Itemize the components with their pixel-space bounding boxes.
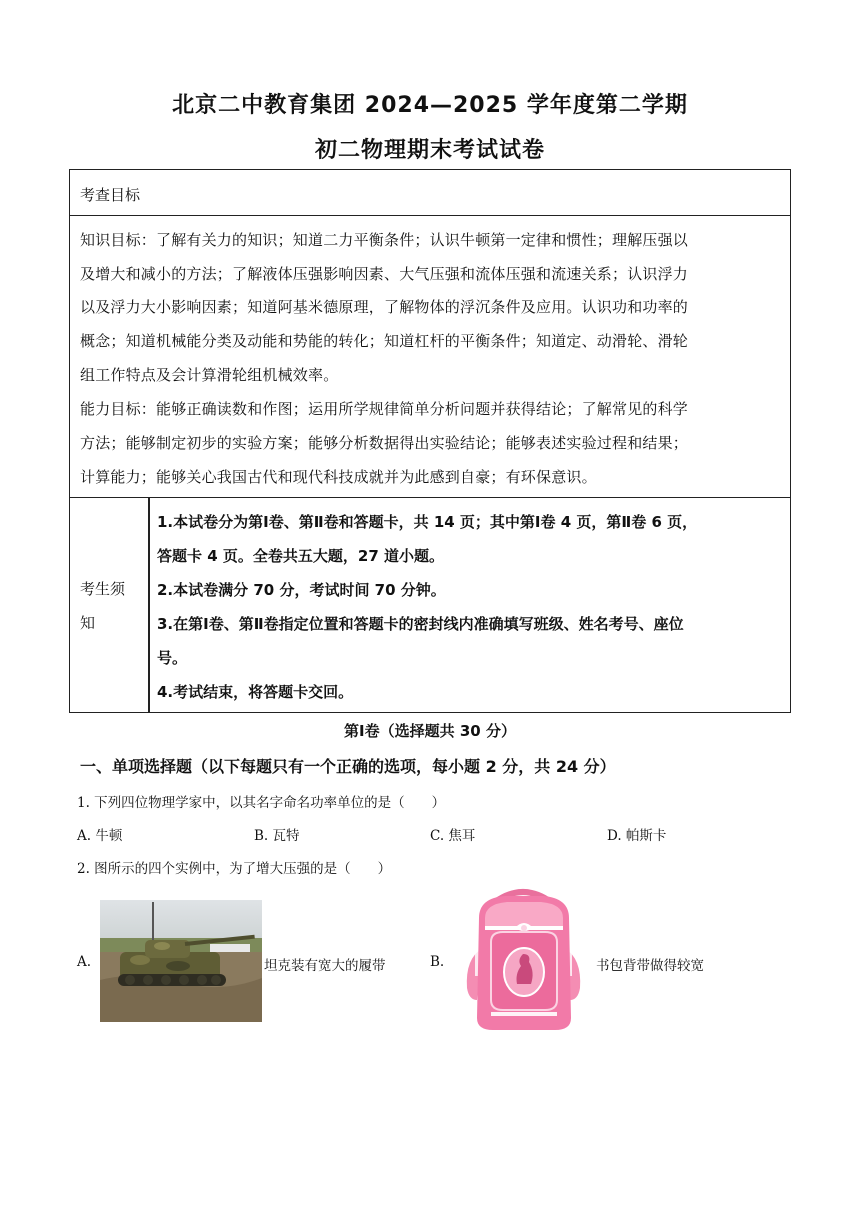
objective-line: 计算能力；能够关心我国古代和现代科技成就并为此感到自豪；有环保意识。	[80, 468, 597, 486]
exam-title-line2: 初二物理期末考试试卷	[314, 138, 545, 163]
objectives-body-cell	[69, 215, 791, 498]
question-1-stem: 1. 下列四位物理学家中，以其名字命名功率单位的是（ ）	[77, 795, 446, 811]
notice-line: 号。	[157, 649, 188, 667]
objective-line: 方法；能够制定初步的实验方案；能够分析数据得出实验结论；能够表述实验过程和结果；	[80, 434, 689, 452]
volume-heading: 第Ⅰ卷（选择题共 30 分）	[344, 722, 516, 740]
question-1-option-c: C. 焦耳	[430, 828, 476, 844]
question-2-stem: 2. 图所示的四个实例中，为了增大压强的是（ ）	[77, 861, 392, 877]
objective-line: 以及浮力大小影响因素；知道阿基米德原理，了解物体的浮沉条件及应用。认识功和功率的	[80, 298, 689, 316]
objective-line: 能力目标：能够正确读数和作图；运用所学规律简单分析问题并获得结论；了解常见的科学	[80, 400, 689, 418]
objective-line: 概念；知道机械能分类及动能和势能的转化；知道杠杆的平衡条件；知道定、动滑轮、滑轮	[80, 332, 689, 350]
notice-line: 答题卡 4 页。全卷共五大题，27 道小题。	[157, 547, 444, 565]
question-1-option-b: B. 瓦特	[254, 828, 300, 844]
notice-line: 4.考试结束，将答题卡交回。	[157, 683, 354, 701]
question-2-option-a-letter: A.	[77, 954, 92, 970]
notice-column-divider	[148, 497, 150, 713]
backpack-image	[455, 888, 592, 1031]
notice-label-line1: 考生须	[80, 580, 126, 598]
part-heading: 一、单项选择题（以下每题只有一个正确的选项，每小题 2 分，共 24 分）	[80, 757, 616, 776]
question-1-option-d: D. 帕斯卡	[607, 828, 667, 844]
question-1-option-a: A. 牛顿	[77, 828, 123, 844]
exam-title-line1: 北京二中教育集团 2024—2025 学年度第二学期	[172, 93, 688, 118]
objective-line: 组工作特点及会计算滑轮组机械效率。	[80, 366, 339, 384]
question-2-option-b-text: 书包背带做得较宽	[596, 958, 704, 974]
notice-line: 3.在第Ⅰ卷、第Ⅱ卷指定位置和答题卡的密封线内准确填写班级、姓名考号、座位	[157, 615, 684, 633]
notice-line: 1.本试卷分为第Ⅰ卷、第Ⅱ卷和答题卡，共 14 页；其中第Ⅰ卷 4 页，第Ⅱ卷 6 页，	[157, 513, 698, 531]
objectives-heading: 考查目标	[80, 186, 141, 204]
objectives-heading-cell	[69, 169, 791, 216]
tank-image	[100, 900, 262, 1022]
question-2-option-b-letter: B.	[430, 954, 445, 970]
question-2-option-a-text: 坦克装有宽大的履带	[264, 958, 386, 974]
notice-label-line2: 知	[80, 614, 96, 632]
objective-line: 知识目标：了解有关力的知识；知道二力平衡条件；认识牛顿第一定律和惯性；理解压强以	[80, 231, 689, 249]
notice-line: 2.本试卷满分 70 分，考试时间 70 分钟。	[157, 581, 446, 599]
objective-line: 及增大和减小的方法；了解液体压强影响因素、大气压强和流体压强和流速关系；认识浮力	[80, 265, 689, 283]
